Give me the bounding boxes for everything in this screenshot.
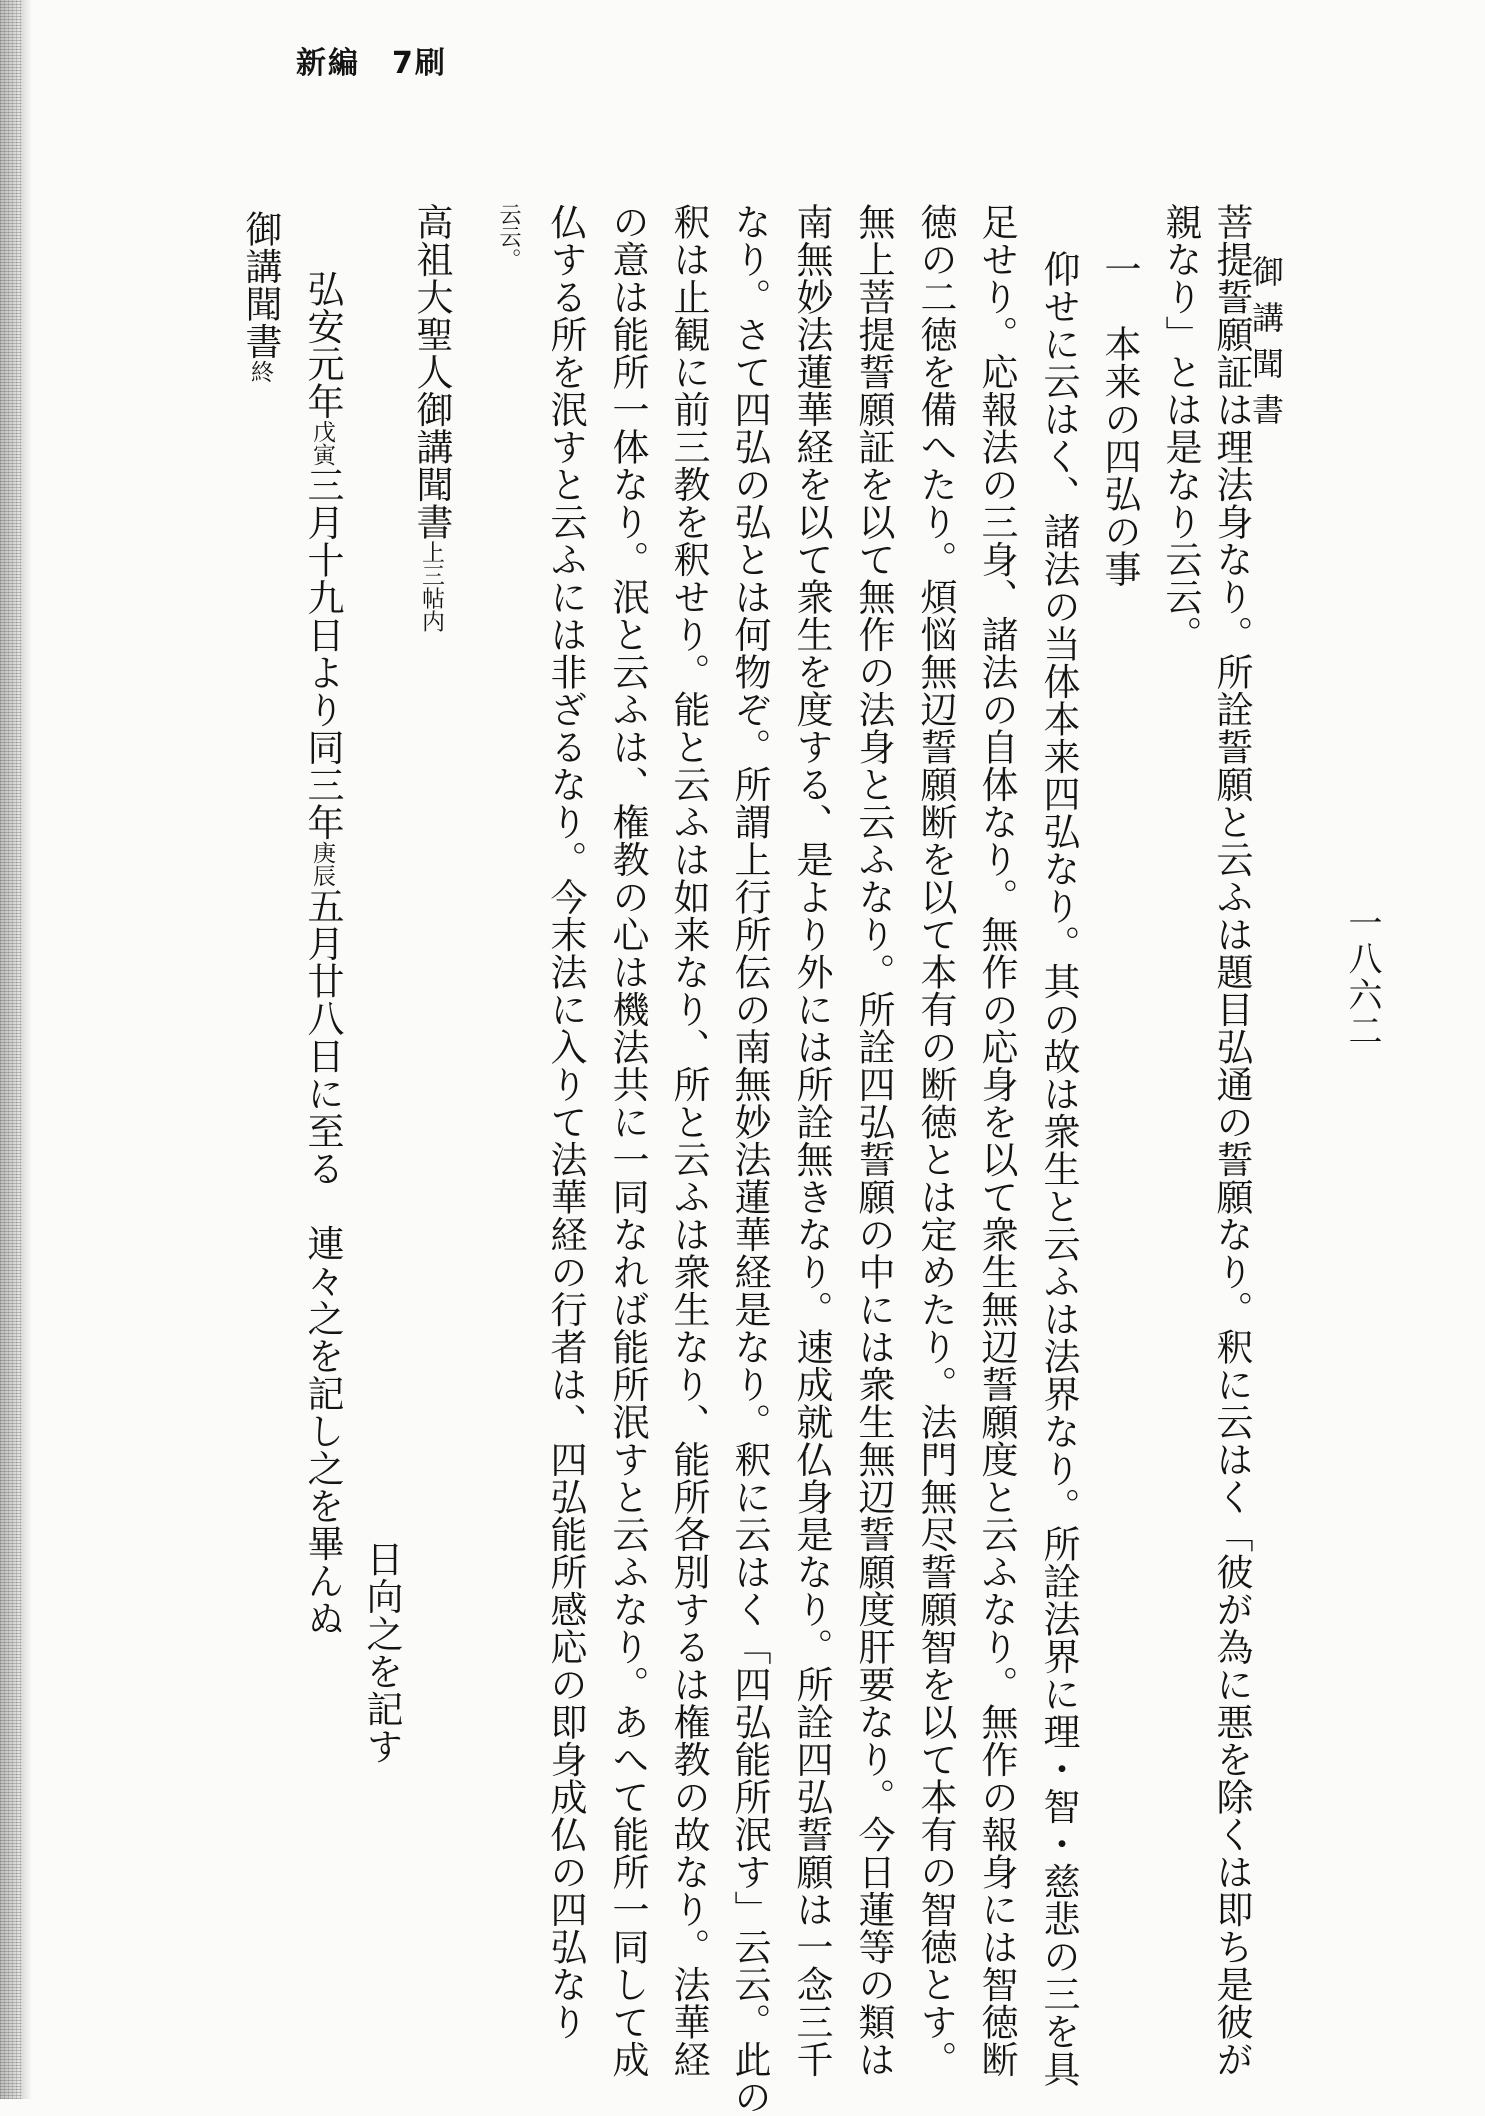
colophon-end: [239, 210, 282, 383]
colophon-date-part2: 三月十九日より同三年: [301, 466, 344, 841]
colophon-title: [410, 203, 453, 633]
scan-edge-shadow: [22, 0, 32, 2099]
running-head: 御講聞書: [1247, 255, 1285, 439]
section-heading: 一 本来の四弘の事: [1098, 250, 1141, 588]
edition-label: 新編 7刷: [296, 46, 447, 81]
text-line: 仏する所を泯すと云ふには非ざるなり。今末法に入りて法華経の行者は、四弘能所感応の即身成仏の四弘なり: [544, 203, 587, 2041]
colophon-date-note1: 戊寅: [309, 420, 335, 466]
colophon-date: [301, 270, 344, 1637]
colophon-end-main: 御講聞書: [239, 210, 282, 360]
colophon-end-note: 終: [247, 360, 273, 383]
page-number: 一八六二: [1342, 905, 1382, 1049]
text-line: の意は能所一体なり。泯と云ふは、権教の心は機法共に一同なれば能所泯すと云ふなり。あへて能所一同して成: [606, 203, 649, 2078]
text-line: なり。さて四弘の弘とは何物ぞ。所謂上行所伝の南無妙法蓮華経是なり。釈に云はく「四弘能所泯す」云云。此の: [728, 203, 771, 2116]
signature: 日向之を記す: [360, 1540, 403, 1765]
colophon-date-part1: 弘安元年: [301, 270, 344, 420]
text-line: 無上菩提誓願証を以て無作の法身と云ふなり。所詮四弘誓願の中には衆生無辺誓願度肝要なり。今日蓮等の類は: [852, 203, 895, 2078]
text-line: 仰せに云はく、諸法の当体本来四弘なり。其の故は衆生と云ふは法界なり。所詮法界に理・智・慈悲の三を具: [1037, 250, 1080, 2088]
colophon-title-note: 上三帖内: [418, 540, 444, 633]
scan-edge: [0, 0, 22, 2099]
text-line: 親なり」とは是なり云云。: [1159, 203, 1202, 653]
text-line: 菩提誓願証は理法身なり。所詮誓願と云ふは題目弘通の誓願なり。釈に云はく「彼が為に悪を除くは即ち是彼が: [1210, 203, 1253, 2078]
text-line: 徳の二徳を備へたり。煩悩無辺誓願断を以て本有の断徳とは定めたり。法門無尽誓願智を以て本有の智徳とす。: [914, 203, 957, 2078]
colophon-title-main: 高祖大聖人御講聞書: [410, 203, 453, 541]
text-line: 南無妙法蓮華経を以て衆生を度する、是より外には所詮無きなり。速成就仏身是なり。所詮四弘誓願は一念三千: [790, 203, 833, 2078]
colophon-date-part3: 五月廿八日に至る 連々之を記し之を畢んぬ: [301, 887, 344, 1637]
text-line: 足せり。応報法の三身、諸法の自体なり。無作の応身を以て衆生無辺誓願度と云ふなり。無作の報身には智徳断: [975, 203, 1018, 2078]
text-line: 云云。: [496, 203, 521, 271]
text-line: 釈は止観に前三教を釈せり。能と云ふは如来なり、所と云ふは衆生なり、能所各別するは権教の故なり。法華経: [667, 203, 710, 2078]
colophon-date-note2: 庚辰: [309, 841, 335, 887]
